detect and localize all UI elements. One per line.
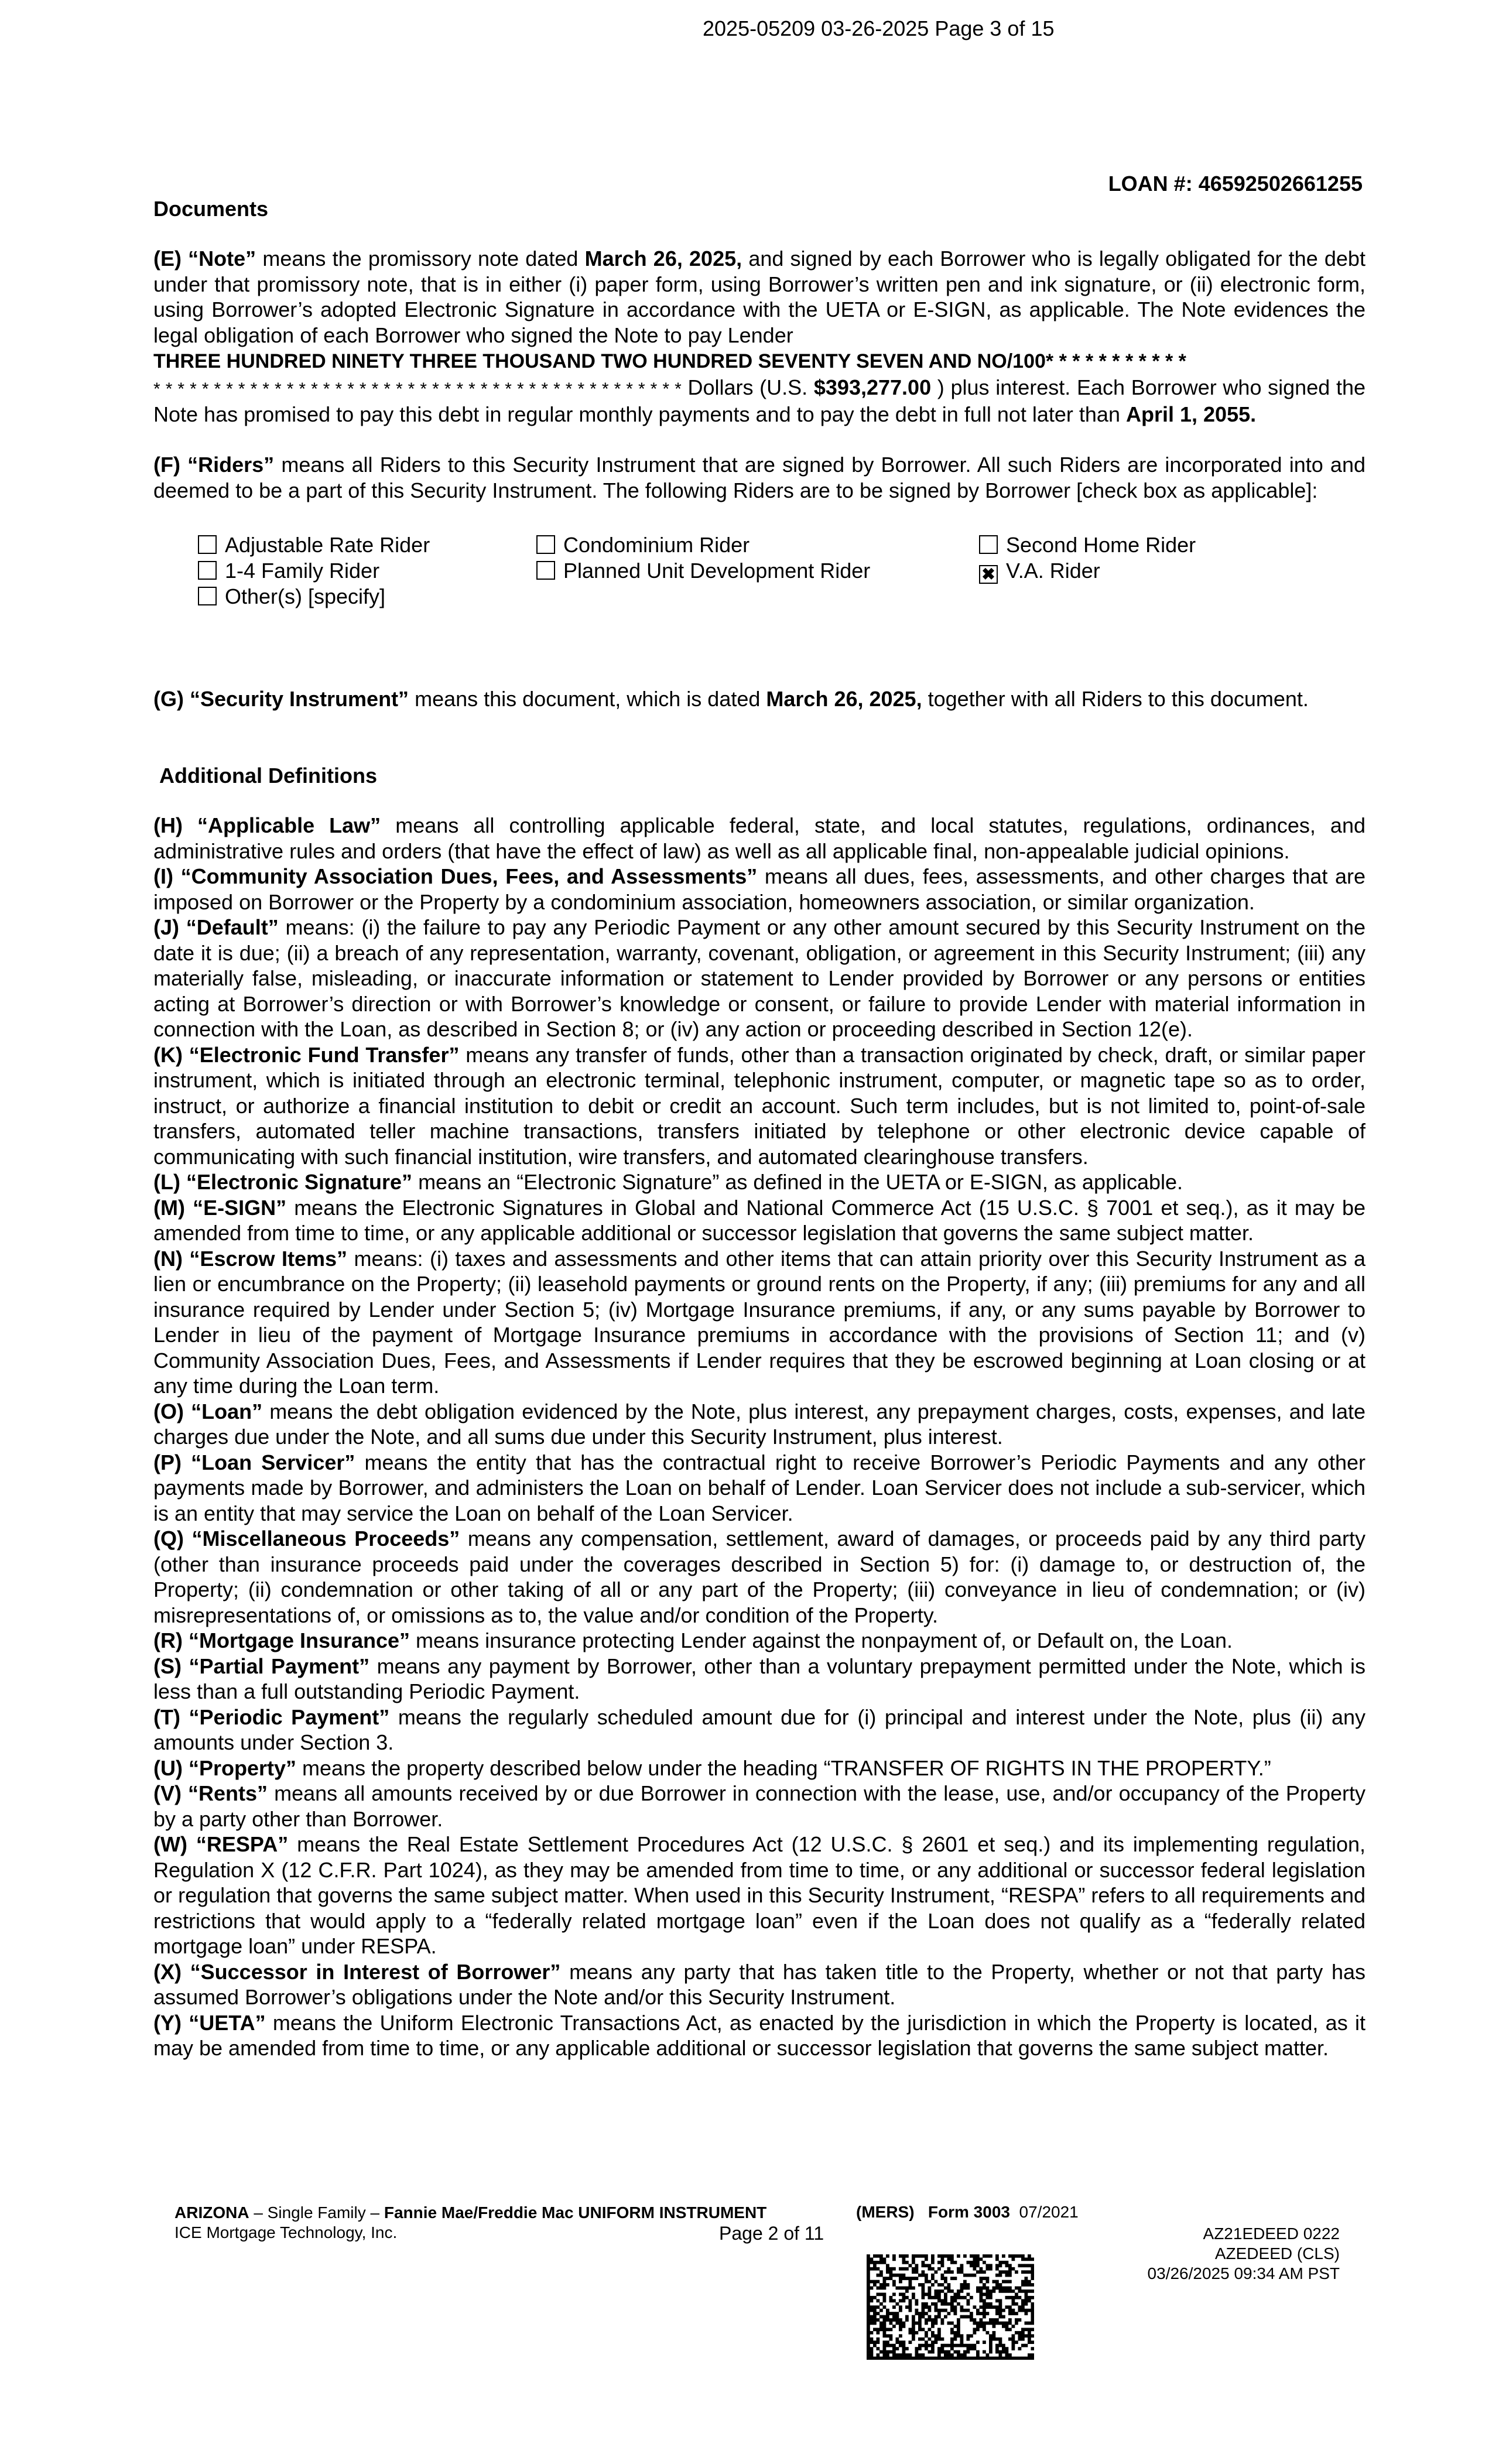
page-stamp: 2025-05209 03-26-2025 Page 3 of 15 [703,16,1055,40]
riders-text: means all Riders to this Security Instrument that are signed by Borrower. All such Riders are incorporated into and deemed to be a part of this Security Instrument. The following Riders are to be signed by Borrower [check box as applicable]: [153,453,1365,502]
definition-text: means any payment by Borrower, other than a voluntary prepayment permitted under the Note, which is less than a full outstanding Periodic Payment. [153,1654,1365,1703]
definition-item [153,1654,1365,1705]
definition-label: (H) “Applicable Law” [153,813,381,837]
note-text-2: and signed by each Borrower who is legally obligated for the debt under that promissory note, that is in either (i) paper form, using Borrower’s written pen and ink signature, or (ii) electronic form, using Borrower’s adopted Electronic Signature in accordance with the UETA or E-SIGN, as applicable. The Note evidences the legal obligation of each Borrower who signed the Note to pay Lender [153,247,1365,347]
definition-label: (L) “Electronic Signature” [153,1170,413,1194]
footer-code1: AZ21EDEED 0222 [1203,2225,1340,2243]
additional-definitions-title: Additional Definitions [159,764,377,788]
definition-label: (W) “RESPA” [153,1832,289,1856]
definition-item [153,1450,1365,1527]
definition-text: means insurance protecting Lender against the nonpayment of, or Default on, the Loan. [410,1628,1233,1652]
footer-line1-a: – Single Family – [249,2203,384,2222]
note-stars: * * * * * * * * * * * * * * * * * * * * * * * * * * * * * * * * * * * * * * * * * * * * [153,379,682,399]
rider-checkbox[interactable] [536,535,555,554]
footer-form-date: 07/2021 [1019,2203,1079,2221]
definition-text: means all amounts received by or due Borrower in connection with the lease, use, and/or occupancy of the Property by a party other than Borrower. [153,1781,1365,1831]
footer-right [1148,2224,1340,2284]
loan-number: LOAN #: 46592502661255 [1108,172,1363,196]
definition-text: means any compensation, settlement, award of damages, or proceeds paid by any third party (other than insurance proceeds paid under the coverages described in Section 5) for: (i) damage to, or destruction of, the Property; (ii) condemnation or other taking of all or any part of the Property; (iii) conveyance in lieu of condemnation; or (iv) misrepresentations of, or omissions as to, the value and/or condition of the Property. [153,1527,1365,1627]
definition-item [153,1832,1365,1959]
security-text-1: means this document, which is dated [415,687,761,711]
rider-checkbox-checked[interactable]: ✖ [979,565,998,584]
rider-label: Second Home Rider [1006,533,1196,557]
rider-other [198,584,385,609]
riders-label: (F) “Riders” [153,453,275,477]
note-amount: $393,277.00 [813,375,932,399]
definition-text: means an “Electronic Signature” as defined in the UETA or E-SIGN, as applicable. [412,1170,1183,1194]
rider-checkbox[interactable] [979,535,998,554]
barcode-image [867,2254,1034,2360]
definition-text: means the debt obligation evidenced by the Note, plus interest, any prepayment charges, costs, expenses, and late charges due under the Note, and all sums due under this Security Instrument, plus interest. [153,1399,1365,1449]
definition-item [153,1705,1365,1755]
definition-item [153,1526,1365,1628]
definition-text: means all dues, fees, assessments, and other charges that are imposed on Borrower or the Property by a condominium association, homeowners association, or similar organization. [153,864,1366,914]
definition-label: (S) “Partial Payment” [153,1654,370,1678]
definition-label: (Y) “UETA” [153,2010,266,2035]
rider-label: Planned Unit Development Rider [563,559,871,583]
definition-text: means the Electronic Signatures in Global and National Commerce Act (15 U.S.C. § 7001 et seq.), as it may be amended from time to time, or any applicable additional or successor legislation that governs the same subject matter. [153,1195,1366,1245]
rider-label: Other(s) [specify] [225,584,386,608]
definition-item [153,864,1365,915]
definition-label: (M) “E-SIGN” [153,1195,287,1220]
rider-va [979,559,1100,584]
footer-company: ICE Mortgage Technology, Inc. [174,2223,398,2241]
definition-text: means any party that has taken title to the Property, whether or not that party has assumed Borrower’s obligations under the Note and/or this Security Instrument. [153,1959,1365,2009]
definition-text: means: (i) taxes and assessments and other items that can attain priority over this Security Instrument as a lien or encumbrance on the Property; (ii) leasehold payments or ground rents on the Property, if any; (iii) premiums for any and all insurance required by Lender under Section 5; (iv) Mortgage Insurance premiums, if any, or any sums payable by Borrower to Lender in lieu of the payment of Mortgage Insurance premiums in accordance with the provisions of Section 11; and (v) Community Association Dues, Fees, and Assessments if Lender requires that they be escrowed beginning at Loan closing or at any time during the Loan term. [153,1246,1366,1398]
definition-item [153,915,1365,1042]
rider-adjustable-rate [198,533,430,557]
footer-form: Form 3003 [928,2203,1010,2221]
definition-label: (T) “Periodic Payment” [153,1705,390,1729]
section-title: Documents [153,197,269,221]
definition-riders [153,452,1365,503]
rider-checkbox[interactable] [198,535,217,554]
definition-text: means the Real Estate Settlement Procedures Act (12 U.S.C. § 2601 et seq.) and its implementing regulation, Regulation X (12 C.F.R. Part 1024), as they may be amended from time to time, or any additional or successor federal legislation or regulation that governs the same subject matter. When used in this Security Instrument, “RESPA” refers to all requirements and restrictions that would apply to a “federally related mortgage loan” even if the Loan does not qualify as a “federally related mortgage loan” under RESPA. [153,1832,1365,1958]
footer-page: Page 2 of 11 [719,2223,824,2244]
definition-text: means the property described below under the heading “TRANSFER OF RIGHTS IN THE PROPERTY.” [296,1755,1271,1780]
definition-item [153,813,1365,864]
footer-code2: AZEDEED (CLS) [1214,2244,1340,2263]
note-text-3: ) plus interest. Each Borrower who signed the Note has promised to pay this debt in regular monthly payments and to pay the debt in full not later than [153,375,1365,426]
security-text-2: together with all Riders to this document. [928,687,1309,711]
rider-condominium [536,533,750,557]
rider-label: 1-4 Family Rider [225,559,380,583]
footer-line1-b: Fannie Mae/Freddie Mac UNIFORM INSTRUMENT [384,2203,767,2222]
definition-item [153,1195,1365,1246]
footer-state: ARIZONA [174,2203,249,2222]
note-text-1: means the promissory note dated [262,247,579,271]
rider-label: V.A. Rider [1006,559,1100,583]
definition-item [153,1399,1365,1450]
note-dollars-prefix: Dollars (U.S. [687,375,808,399]
definition-text: means any transfer of funds, other than a transaction originated by check, draft, or similar paper instrument, which is initiated through an electronic terminal, telephonic instrument, computer, or magnetic tape so as to order, instruct, or authorize a financial institution to debit or credit an account. Such term includes, but is not limited to, point-of-sale transfers, automated teller machine transactions, transfers initiated by telephone or other electronic device capable of communicating with such financial institution, wire transfers, and automated clearinghouse transfers. [153,1042,1365,1169]
definition-label: (X) “Successor in Interest of Borrower” [153,1959,561,1984]
definition-label: (I) “Community Association Dues, Fees, and Assessments” [153,864,758,888]
rider-checkbox[interactable] [198,561,217,580]
definition-label: (N) “Escrow Items” [153,1246,347,1271]
definition-text: means: (i) the failure to pay any Periodic Payment or any other amount secured by this Security Instrument on the date it is due; (ii) a breach of any representation, warranty, covenant, obligation, or agreement in this Security Instrument; (iii) any materially false, misleading, or inaccurate information or statement to Lender provided by Borrower or any persons or entities acting at Borrower’s direction or with Borrower’s knowledge or consent, or failure to provide Lender with material information in connection with the Loan, as described in Section 8; or (iv) any action or proceeding described in Section 12(e). [153,915,1365,1041]
rider-checkbox[interactable] [536,561,555,580]
definition-item [153,1755,1365,1781]
definition-item [153,1246,1365,1399]
definition-item [153,1959,1365,2010]
definition-item [153,1042,1365,1170]
note-label: (E) “Note” [153,247,256,271]
definition-label: (U) “Property” [153,1755,297,1780]
rider-label: Adjustable Rate Rider [225,533,430,557]
definition-label: (R) “Mortgage Insurance” [153,1628,410,1652]
note-amount-words: THREE HUNDRED NINETY THREE THOUSAND TWO HUNDRED SEVENTY SEVEN AND NO/100* * * * * * * * * * * [153,350,1186,372]
rider-1-4-family [198,559,379,583]
security-label: (G) “Security Instrument” [153,687,409,711]
definition-item [153,1781,1365,1832]
definition-label: (K) “Electronic Fund Transfer” [153,1042,460,1067]
definition-security-instrument [153,686,1365,712]
definition-label: (P) “Loan Servicer” [153,1450,355,1474]
rider-label: Condominium Rider [563,533,750,557]
definition-text: means the regularly scheduled amount due for (i) principal and interest under the Note, plus (ii) any amounts under Section 3. [153,1705,1365,1754]
definition-label: (Q) “Miscellaneous Proceeds” [153,1527,460,1551]
definition-text: means the entity that has the contractual right to receive Borrower’s Periodic Payments and any other payments made by Borrower, and administers the Loan on behalf of Lender. Loan Servicer does not include a sub-servicer, which is an entity that may service the Loan on behalf of the Loan Servicer. [153,1450,1365,1525]
definition-text: means all controlling applicable federal, state, and local statutes, regulations, ordinances, and administrative rules and orders (that have the effect of law) as well as all applicable final, non-appealable judicial opinions. [153,813,1365,863]
rider-second-home [979,533,1196,557]
footer-timestamp: 03/26/2025 09:34 AM PST [1147,2264,1340,2282]
definition-label: (J) “Default” [153,915,279,939]
definitions-list [153,813,1365,2061]
security-date: March 26, 2025, [766,687,922,711]
note-date: March 26, 2025, [584,247,742,271]
footer-mers [856,2203,1079,2222]
footer-mers-label: (MERS) [856,2203,915,2221]
definition-text: means the Uniform Electronic Transactions Act, as enacted by the jurisdiction in which the Property is located, as it may be amended from time to time, or any applicable additional or successor legislation that governs the same subject matter. [153,2010,1365,2060]
definition-item [153,2010,1365,2061]
rider-checkbox[interactable] [198,587,217,605]
definition-item [153,1169,1365,1195]
definition-note [153,246,1365,427]
rider-planned-unit [536,559,870,583]
footer-left [174,2203,766,2243]
definition-label: (O) “Loan” [153,1399,263,1423]
definition-item [153,1628,1365,1654]
note-maturity-date: April 1, 2055. [1126,402,1257,426]
definition-label: (V) “Rents” [153,1781,268,1805]
